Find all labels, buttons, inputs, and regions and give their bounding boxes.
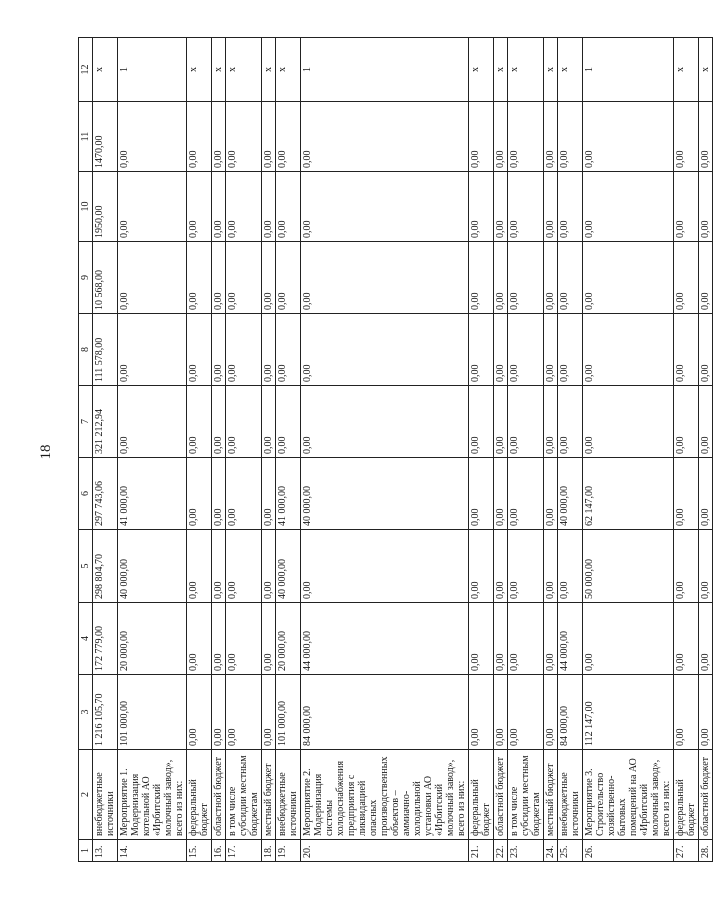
- value-cell: 0,00: [262, 242, 276, 314]
- value-cell: 0,00: [494, 314, 508, 386]
- value-cell: 0,00: [508, 603, 544, 675]
- value-cell: 0,00: [262, 675, 276, 750]
- value-cell: 0,00: [494, 102, 508, 172]
- table-row: [469, 38, 494, 862]
- value-cell: 0,00: [469, 314, 494, 386]
- row-number-cell: 28.: [699, 840, 713, 862]
- mark-cell: х: [508, 38, 544, 102]
- header-cell: 4: [79, 603, 93, 675]
- value-cell: 0,00: [226, 314, 262, 386]
- row-number-cell: 19.: [276, 840, 301, 862]
- mark-cell: х: [226, 38, 262, 102]
- value-cell: 0,00: [583, 314, 674, 386]
- value-cell: 0,00: [699, 172, 713, 242]
- value-cell: 0,00: [544, 242, 558, 314]
- value-cell: 0,00: [187, 386, 212, 458]
- value-cell: 41 000,00: [118, 458, 187, 530]
- value-cell: 0,00: [226, 675, 262, 750]
- value-cell: 0,00: [262, 314, 276, 386]
- row-number-cell: 21.: [469, 840, 494, 862]
- row-number-cell: 27.: [674, 840, 699, 862]
- row-name-cell: местный бюджет: [544, 750, 558, 840]
- value-cell: 0,00: [674, 242, 699, 314]
- row-number-cell: 20.: [301, 840, 469, 862]
- value-cell: 0,00: [276, 242, 301, 314]
- value-cell: 0,00: [226, 102, 262, 172]
- value-cell: 40 000,00: [301, 458, 469, 530]
- mark-cell: х: [674, 38, 699, 102]
- value-cell: 101 000,00: [118, 675, 187, 750]
- row-name-cell: внебюджетные источники: [276, 750, 301, 840]
- value-cell: 0,00: [674, 603, 699, 675]
- mark-cell: х: [494, 38, 508, 102]
- value-cell: 0,00: [699, 386, 713, 458]
- value-cell: 0,00: [508, 386, 544, 458]
- value-cell: 0,00: [212, 102, 226, 172]
- value-cell: 0,00: [301, 314, 469, 386]
- row-name-cell: Мероприятие 3. Строительство хозяйственно-бытовых помещений на АО «Ирбитский молочный завод», всего из них:: [583, 750, 674, 840]
- value-cell: 0,00: [494, 386, 508, 458]
- rotated-table-container: [78, 38, 711, 862]
- value-cell: 0,00: [469, 675, 494, 750]
- row-name-cell: в том числе субсидии местным бюджетам: [226, 750, 262, 840]
- value-cell: 0,00: [508, 458, 544, 530]
- table-row: [558, 38, 583, 862]
- value-cell: 0,00: [558, 530, 583, 603]
- value-cell: 0,00: [508, 102, 544, 172]
- value-cell: 0,00: [226, 458, 262, 530]
- row-number-cell: 16.: [212, 840, 226, 862]
- row-name-cell: местный бюджет: [262, 750, 276, 840]
- value-cell: 0,00: [544, 603, 558, 675]
- header-cell: 10: [79, 172, 93, 242]
- row-number-cell: 24.: [544, 840, 558, 862]
- value-cell: 0,00: [118, 386, 187, 458]
- header-cell: 1: [79, 840, 93, 862]
- mark-cell: х: [262, 38, 276, 102]
- row-name-cell: Мероприятие 1. Модернизация котельной АО «Ирбитский молочный завод», всего из них:: [118, 750, 187, 840]
- value-cell: 0,00: [226, 242, 262, 314]
- value-cell: 111 578,00: [93, 314, 118, 386]
- value-cell: 0,00: [276, 102, 301, 172]
- value-cell: 41 000,00: [276, 458, 301, 530]
- row-name-cell: федеральный бюджет: [469, 750, 494, 840]
- row-number-cell: 15.: [187, 840, 212, 862]
- value-cell: 0,00: [674, 314, 699, 386]
- table-row: [262, 38, 276, 862]
- value-cell: 0,00: [544, 530, 558, 603]
- mark-cell: 1: [301, 38, 469, 102]
- row-number-cell: 22.: [494, 840, 508, 862]
- value-cell: 0,00: [301, 102, 469, 172]
- value-cell: 0,00: [469, 603, 494, 675]
- funding-table: [78, 37, 713, 862]
- value-cell: 1950,00: [93, 172, 118, 242]
- value-cell: 0,00: [187, 458, 212, 530]
- value-cell: 20 000,00: [118, 603, 187, 675]
- header-cell: 6: [79, 458, 93, 530]
- table-row: [212, 38, 226, 862]
- value-cell: 0,00: [674, 675, 699, 750]
- row-name-cell: внебюджетные источники: [558, 750, 583, 840]
- value-cell: 0,00: [544, 675, 558, 750]
- value-cell: 0,00: [674, 172, 699, 242]
- table-row: [699, 38, 713, 862]
- value-cell: 0,00: [226, 530, 262, 603]
- value-cell: 0,00: [469, 102, 494, 172]
- value-cell: 0,00: [301, 242, 469, 314]
- value-cell: 0,00: [699, 458, 713, 530]
- row-name-cell: Мероприятие 2. Модернизация системы холодоснабжения предприятия с ликвидацией опасных производственных объектов – аммиачно-холодильной установки АО «Ирбитский молочный завод», всего из них:: [301, 750, 469, 840]
- value-cell: 84 000,00: [301, 675, 469, 750]
- row-name-cell: федеральный бюджет: [187, 750, 212, 840]
- value-cell: 0,00: [544, 314, 558, 386]
- table-row: [494, 38, 508, 862]
- row-name-cell: областной бюджет: [494, 750, 508, 840]
- value-cell: 0,00: [674, 386, 699, 458]
- value-cell: 1 216 105,70: [93, 675, 118, 750]
- header-cell: 9: [79, 242, 93, 314]
- value-cell: 0,00: [494, 172, 508, 242]
- value-cell: 321 212,94: [93, 386, 118, 458]
- value-cell: 40 000,00: [118, 530, 187, 603]
- row-number-cell: 18.: [262, 840, 276, 862]
- mark-cell: х: [93, 38, 118, 102]
- value-cell: 0,00: [674, 102, 699, 172]
- value-cell: 0,00: [118, 242, 187, 314]
- mark-cell: 1: [118, 38, 187, 102]
- value-cell: 0,00: [558, 172, 583, 242]
- value-cell: 172 779,00: [93, 603, 118, 675]
- value-cell: 0,00: [583, 603, 674, 675]
- table-row: [276, 38, 301, 862]
- table-row: [508, 38, 544, 862]
- value-cell: 0,00: [583, 102, 674, 172]
- value-cell: 62 147,00: [583, 458, 674, 530]
- value-cell: 0,00: [699, 603, 713, 675]
- value-cell: 0,00: [699, 102, 713, 172]
- row-name-cell: внебюджетные источники: [93, 750, 118, 840]
- value-cell: 0,00: [262, 102, 276, 172]
- header-cell: 12: [79, 38, 93, 102]
- value-cell: 0,00: [276, 386, 301, 458]
- value-cell: 0,00: [301, 386, 469, 458]
- value-cell: 0,00: [301, 172, 469, 242]
- value-cell: 0,00: [262, 530, 276, 603]
- header-cell: 3: [79, 675, 93, 750]
- value-cell: 0,00: [508, 675, 544, 750]
- table-row: [674, 38, 699, 862]
- value-cell: 0,00: [187, 314, 212, 386]
- value-cell: 0,00: [187, 102, 212, 172]
- value-cell: 0,00: [118, 314, 187, 386]
- mark-cell: х: [544, 38, 558, 102]
- value-cell: 0,00: [583, 172, 674, 242]
- mark-cell: х: [558, 38, 583, 102]
- value-cell: 0,00: [508, 172, 544, 242]
- value-cell: 0,00: [494, 675, 508, 750]
- row-number-cell: 13.: [93, 840, 118, 862]
- value-cell: 298 804,70: [93, 530, 118, 603]
- mark-cell: 1: [583, 38, 674, 102]
- value-cell: 0,00: [262, 458, 276, 530]
- header-row: [79, 38, 93, 862]
- value-cell: 40 000,00: [276, 530, 301, 603]
- value-cell: 0,00: [558, 242, 583, 314]
- value-cell: 0,00: [469, 386, 494, 458]
- value-cell: 0,00: [212, 386, 226, 458]
- value-cell: 101 000,00: [276, 675, 301, 750]
- value-cell: 112 147,00: [583, 675, 674, 750]
- value-cell: 0,00: [187, 530, 212, 603]
- value-cell: 0,00: [494, 458, 508, 530]
- value-cell: 0,00: [583, 386, 674, 458]
- value-cell: 0,00: [508, 242, 544, 314]
- table-row: [187, 38, 212, 862]
- mark-cell: х: [187, 38, 212, 102]
- value-cell: 0,00: [544, 458, 558, 530]
- header-cell: 2: [79, 750, 93, 840]
- row-number-cell: 17.: [226, 840, 262, 862]
- table-row: [301, 38, 469, 862]
- value-cell: 0,00: [212, 314, 226, 386]
- value-cell: 0,00: [494, 242, 508, 314]
- value-cell: 0,00: [212, 242, 226, 314]
- value-cell: 0,00: [118, 172, 187, 242]
- value-cell: 0,00: [699, 675, 713, 750]
- value-cell: 0,00: [226, 386, 262, 458]
- header-cell: 7: [79, 386, 93, 458]
- value-cell: 0,00: [469, 530, 494, 603]
- value-cell: 0,00: [558, 386, 583, 458]
- value-cell: 0,00: [508, 314, 544, 386]
- value-cell: 20 000,00: [276, 603, 301, 675]
- mark-cell: х: [212, 38, 226, 102]
- value-cell: 0,00: [301, 530, 469, 603]
- row-name-cell: в том числе субсидии местным бюджетам: [508, 750, 544, 840]
- value-cell: 0,00: [469, 242, 494, 314]
- value-cell: 0,00: [674, 458, 699, 530]
- value-cell: 0,00: [212, 530, 226, 603]
- header-cell: 8: [79, 314, 93, 386]
- value-cell: 0,00: [118, 102, 187, 172]
- value-cell: 40 000,00: [558, 458, 583, 530]
- header-cell: 5: [79, 530, 93, 603]
- value-cell: 0,00: [699, 314, 713, 386]
- table-row: [544, 38, 558, 862]
- row-number-cell: 26.: [583, 840, 674, 862]
- value-cell: 0,00: [226, 603, 262, 675]
- row-name-cell: областной бюджет: [699, 750, 713, 840]
- value-cell: 0,00: [469, 172, 494, 242]
- value-cell: 0,00: [508, 530, 544, 603]
- row-number-cell: 14.: [118, 840, 187, 862]
- value-cell: 0,00: [699, 242, 713, 314]
- value-cell: 0,00: [544, 386, 558, 458]
- value-cell: 0,00: [226, 172, 262, 242]
- value-cell: 0,00: [494, 603, 508, 675]
- value-cell: 0,00: [187, 675, 212, 750]
- value-cell: 0,00: [262, 386, 276, 458]
- table-row: [583, 38, 674, 862]
- value-cell: 0,00: [187, 242, 212, 314]
- value-cell: 0,00: [276, 314, 301, 386]
- table-row: [118, 38, 187, 862]
- mark-cell: х: [469, 38, 494, 102]
- value-cell: 0,00: [212, 675, 226, 750]
- value-cell: 0,00: [558, 102, 583, 172]
- value-cell: 0,00: [469, 458, 494, 530]
- value-cell: 0,00: [276, 172, 301, 242]
- value-cell: 1470,00: [93, 102, 118, 172]
- value-cell: 0,00: [187, 172, 212, 242]
- value-cell: 0,00: [262, 172, 276, 242]
- page-number: 18: [38, 444, 54, 460]
- value-cell: 0,00: [674, 530, 699, 603]
- value-cell: 0,00: [212, 458, 226, 530]
- value-cell: 0,00: [187, 603, 212, 675]
- value-cell: 50 000,00: [583, 530, 674, 603]
- value-cell: 0,00: [494, 530, 508, 603]
- value-cell: 0,00: [262, 603, 276, 675]
- header-cell: 11: [79, 102, 93, 172]
- value-cell: 44 000,00: [301, 603, 469, 675]
- row-name-cell: областной бюджет: [212, 750, 226, 840]
- table-row: [226, 38, 262, 862]
- value-cell: 0,00: [699, 530, 713, 603]
- value-cell: 0,00: [544, 102, 558, 172]
- value-cell: 0,00: [212, 603, 226, 675]
- table-row: [93, 38, 118, 862]
- value-cell: 0,00: [558, 314, 583, 386]
- value-cell: 44 000,00: [558, 603, 583, 675]
- value-cell: 10 568,00: [93, 242, 118, 314]
- row-name-cell: федеральный бюджет: [674, 750, 699, 840]
- mark-cell: х: [699, 38, 713, 102]
- row-number-cell: 25.: [558, 840, 583, 862]
- value-cell: 0,00: [544, 172, 558, 242]
- value-cell: 84 000,00: [558, 675, 583, 750]
- value-cell: 0,00: [583, 242, 674, 314]
- mark-cell: х: [276, 38, 301, 102]
- value-cell: 297 743,06: [93, 458, 118, 530]
- value-cell: 0,00: [212, 172, 226, 242]
- row-number-cell: 23.: [508, 840, 544, 862]
